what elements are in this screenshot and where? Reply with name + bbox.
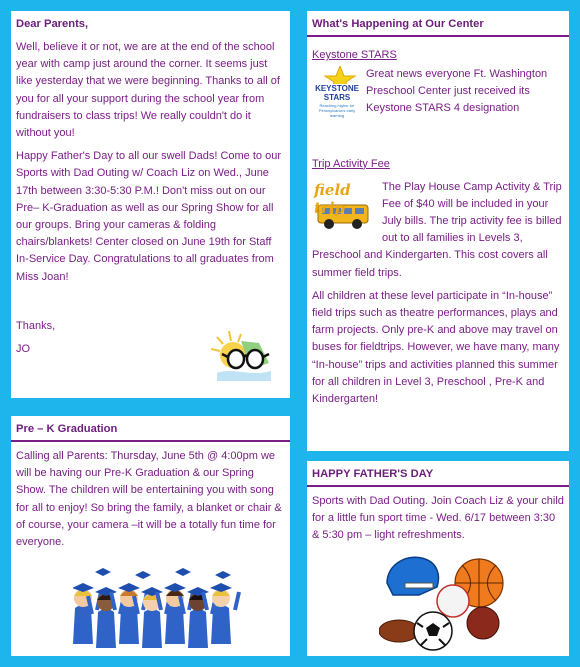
dear-parents-paragraph-1: Well, believe it or not, we are at the end of the school year with camp just around the corner. It seems just like yesterday that we were beginning. Thanks to all of you for all your support during the school year from fundraisers to class trips! We really couldn't do it without you! [16, 41, 280, 140]
dear-parents-thanks: Thanks, [16, 319, 56, 332]
center-news-title: What's Happening at Our Center [312, 18, 484, 30]
dear-parents-paragraph-2: Happy Father's Day to all our swell Dads! Come to our Sports with Dad Outing w/ Coach Liz on Wed., June 17th between 3:30-5:30 P.M.! Don't miss out on our Pre– K-Graduation as well as our Spring Show for all our groups. Bring your cameras & folding chairs/blankets! Center closed on June 19th for Staff In-Service Day. Congratulations to all graduates from Miss Joan! [16, 150, 281, 283]
center-news-panel [307, 11, 569, 451]
trip-text: The Play House Camp Activity & Trip Fee of $40 will be included in your July bills. The trip activity fee is billed out to all families in Levels 3, Preschool and Kindergarten. This cost covers all summer field trips. [312, 180, 562, 279]
graduate-figure [88, 587, 124, 648]
dear-parents-title: Dear Parents, [16, 18, 89, 30]
keystone-text: Great news everyone Ft. Washington Preschool Center just received its Keystone STARS 4 designation [366, 68, 548, 115]
fathers-day-panel [307, 461, 569, 656]
dear-parents-panel [11, 11, 290, 398]
flying-cap [215, 571, 231, 579]
fathers-day-text: Sports with Dad Outing. Join Coach Liz & your child for a little fun sport time - Wed. 6/17 between 3:30 & 5:30 pm – light refreshments. [312, 495, 564, 542]
keystone-logo-text: KEYSTONE STARS [315, 84, 359, 102]
trip-heading: Trip Activity Fee [312, 157, 390, 170]
prek-title: Pre – K Graduation [16, 423, 118, 435]
inhouse-text: All children at these level participate in “In-house” field trips such as theatre performances, plays and farm projects. Only pre-K and above may travel on buses for fieldtrips. However, we have many, many “In-house” trips and activities planned this summer for all children in Level 3, Preschool , Pre-K and Kindergarten! [312, 289, 560, 406]
graduate-figure [134, 587, 170, 648]
keystone-logo-tagline: Reaching higher for Pennsylvania's early learning [318, 103, 356, 118]
graduate-figure [180, 587, 216, 648]
title-divider [307, 35, 569, 37]
keystone-heading: Keystone STARS [312, 49, 397, 61]
dear-parents-signature: JO [16, 343, 31, 356]
prek-divider [11, 440, 290, 442]
field-trip-bus-icon [312, 181, 374, 233]
prek-text: Calling all Parents: Thursday, June 5th @ 4:00pm we will be having our Pre-K Graduation & our Spring Show. The children will be entertaining you with song for all to enjoy! So bring the family, a blanket or chair & of course, your camera –it will be a totally fun time for everyone. [16, 450, 282, 549]
flying-cap [175, 568, 191, 576]
graduates-illustration-icon [73, 566, 241, 648]
sunglasses-sun-icon [211, 329, 275, 385]
field-trip-logo-text: field trip [314, 180, 351, 217]
flying-cap [135, 571, 151, 579]
flying-cap [95, 568, 111, 576]
fathers-day-title: HAPPY FATHER'S DAY [312, 468, 434, 480]
prek-graduation-panel [11, 416, 290, 656]
keystone-stars-logo [312, 66, 362, 118]
sports-balls-icon [379, 553, 505, 651]
fathers-day-divider [307, 485, 569, 487]
